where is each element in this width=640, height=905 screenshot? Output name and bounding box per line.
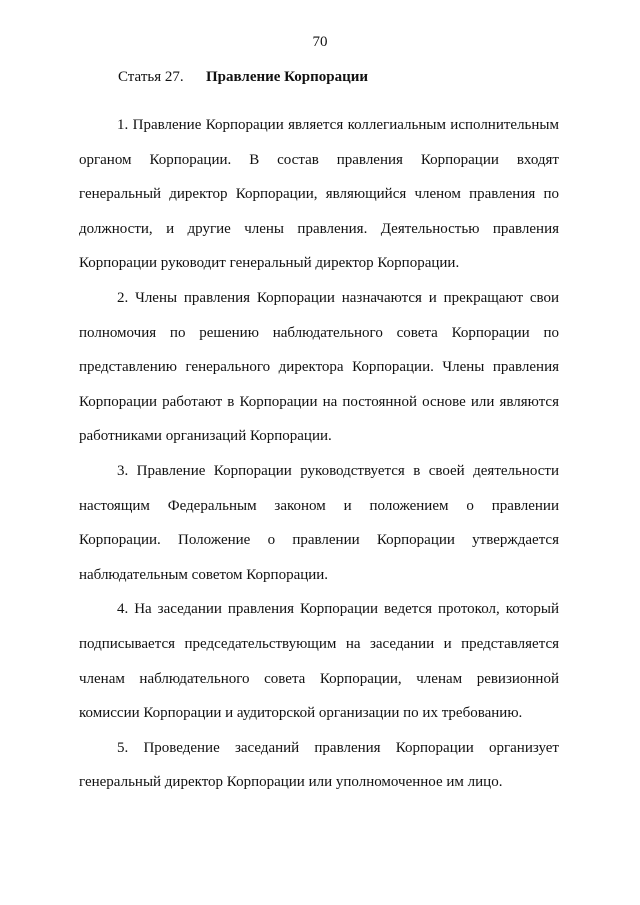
paragraph-5: 5. Проведение заседаний правления Корпорации организует генеральный директор Корпорации или уполномоченное им лицо.	[79, 739, 559, 791]
article-heading	[118, 68, 369, 86]
article-title: Правление Корпорации	[206, 69, 369, 85]
paragraph-2: 2. Члены правления Корпорации назначаются и прекращают свои полномочия по решению наблюдательного совета Корпорации по представлению генерального директора Корпорации. Члены правления Корпорации работают в Корпорации на постоянной основе или являются работниками организаций Корпорации.	[79, 289, 559, 445]
paragraph-3: 3. Правление Корпорации руководствуется в своей деятельности настоящим Федеральным законом и положением о правлении Корпорации. Положение о правлении Корпорации утверждается наблюдательным советом Корпорации.	[79, 462, 559, 583]
paragraph-1: 1. Правление Корпорации является коллегиальным исполнительным органом Корпорации. В состав правления Корпорации входят генеральный директор Корпорации, являющийся членом правления по должности, и другие члены правления. Деятельностью правления Корпорации руководит генеральный директор Корпорации.	[79, 117, 559, 272]
article-number: Статья 27.	[118, 69, 184, 85]
paragraph-4: 4. На заседании правления Корпорации ведется протокол, который подписывается председательствующим на заседании и представляется членам наблюдательного совета Корпорации, членам ревизионной комиссии Корпорации и аудиторской организации по их требованию.	[79, 601, 559, 722]
page-number: 70	[312, 34, 328, 50]
article-body	[79, 108, 559, 800]
